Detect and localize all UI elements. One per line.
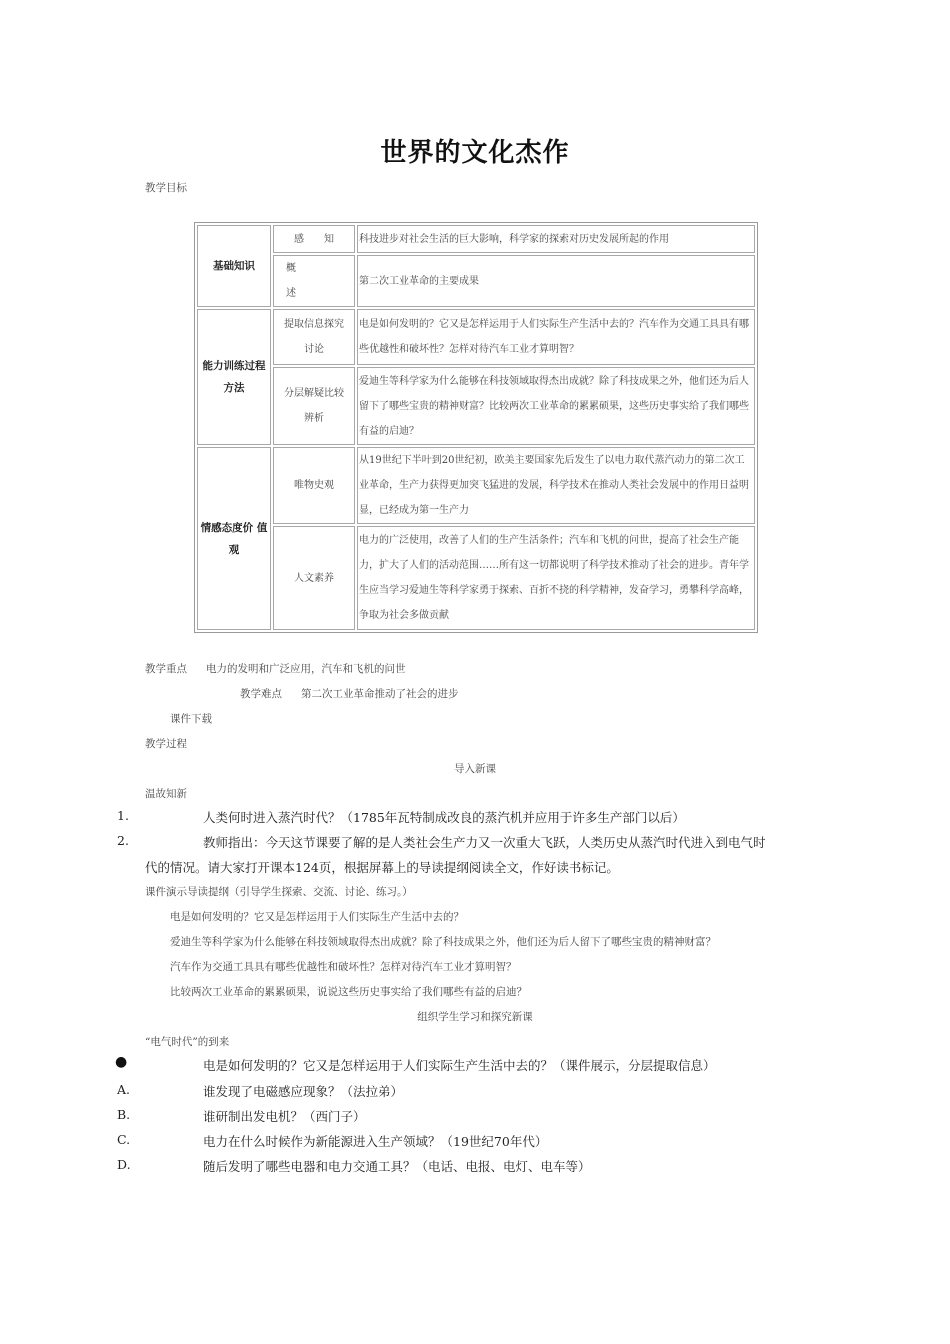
text-overview: 第二次工业革命的主要成果: [357, 255, 755, 307]
difficulty-label: 教学难点: [240, 688, 282, 700]
page-title: 世界的文化杰作: [380, 138, 570, 168]
item-text-1: 人类何时进入蒸汽时代？（1785年瓦特制成改良的蒸汽机并应用于许多生产部门以后）: [203, 810, 685, 825]
organize-label: 组织学生学习和探究新课: [417, 1011, 533, 1023]
item-number-2: 2.: [117, 833, 129, 848]
intro-new-lesson: 导入新课: [454, 763, 496, 775]
sub-humanity: 人文素养: [273, 526, 355, 630]
teaching-goals-label: 教学目标: [145, 182, 187, 194]
key-point: 电力的发明和广泛应用，汽车和飞机的问世: [206, 663, 406, 675]
letter-d-text: 随后发明了哪些电器和电力交通工具？（电话、电报、电灯、电车等）: [203, 1159, 591, 1174]
courseware-download-link[interactable]: 课件下载: [170, 713, 212, 725]
text-perceive: 科技进步对社会生活的巨大影响，科学家的探索对历史发展所起的作用: [357, 225, 755, 253]
letter-c: C.: [117, 1132, 131, 1147]
category-emotion: 情感态度价 值观: [197, 447, 271, 630]
sub-extract-info: 提取信息探究讨论: [273, 309, 355, 365]
letter-c-text: 电力在什么时候作为新能源进入生产领域？（19世纪70年代）: [203, 1134, 548, 1149]
text-layered: 爱迪生等科学家为什么能够在科技领域取得杰出成就？除了科技成果之外，他们还为后人留下了哪些宝贵的精神财富？比较两次工业革命的累累硕果，这些历史事实给了我们哪些有益的启迪？: [357, 367, 755, 445]
sub-overview: 概 述: [273, 255, 355, 307]
bullet-icon: ●: [115, 1054, 128, 1070]
outline-item: 汽车作为交通工具具有哪些优越性和破坏性？怎样对待汽车工业才算明智？: [170, 961, 517, 973]
letter-b-text: 谁研制出发电机？（西门子）: [203, 1109, 366, 1124]
key-point-label: 教学重点: [145, 663, 187, 675]
text-materialism: 从19世纪下半叶到20世纪初，欧美主要国家先后发生了以电力取代蒸汽动力的第二次工业革命，生产力获得更加突飞猛进的发展，科学技术在推动人类社会发展中的作用日益明显，已经成为第一生产力: [357, 447, 755, 524]
letter-a: A.: [117, 1082, 131, 1097]
review-label: 温故知新: [145, 788, 187, 800]
item-text-2: 教师指出：今天这节课要了解的是人类社会生产力又一次重大飞跃，人类历史从蒸汽时代进入到电气时: [203, 835, 766, 850]
item-number-1: 1.: [117, 808, 129, 823]
category-basic-knowledge: 基础知识: [197, 225, 271, 307]
difficulty: 第二次工业革命推动了社会的进步: [301, 688, 459, 700]
bullet-item-text: 电是如何发明的？它又是怎样运用于人们实际生产生活中去的？（课件展示，分层提取信息）: [203, 1058, 716, 1073]
item-text-2-cont: 代的情况。请大家打开课本124页，根据屏幕上的导读提纲阅读全文，作好读书标记。: [145, 860, 619, 875]
sub-perceive: 感 知: [273, 225, 355, 253]
text-humanity: 电力的广泛使用，改善了人们的生产生活条件；汽车和飞机的问世，提高了社会生产能力，扩大了人们的活动范围……所有这一切都说明了科学技术推动了社会的进步。青年学生应当学习爱迪生等科学家勇于探索、百折不挠的科学精神，发奋学习，勇攀科学高峰，争取为社会多做贡献: [357, 526, 755, 630]
teaching-goals-table: [194, 222, 758, 633]
outline-item: 比较两次工业革命的累累硕果，说说这些历史事实给了我们哪些有益的启迪？: [170, 986, 527, 998]
outline-item: 爱迪生等科学家为什么能够在科技领域取得杰出成就？除了科技成果之外，他们还为后人留下了哪些宝贵的精神财富？: [170, 936, 716, 948]
outline-label: 课件演示导读提纲（引导学生探索、交流、讨论、练习。）: [145, 886, 413, 898]
outline-item: 电是如何发明的？它又是怎样运用于人们实际生产生活中去的？: [170, 911, 464, 923]
letter-b: B.: [117, 1107, 131, 1122]
text-extract-info: 电是如何发明的？它又是怎样运用于人们实际生产生活中去的？汽车作为交通工具具有哪些优越性和破坏性？怎样对待汽车工业才算明智？: [357, 309, 755, 365]
sub-layered: 分层解疑比较辨析: [273, 367, 355, 445]
category-ability: 能力训练过程方法: [197, 309, 271, 445]
sub-materialism: 唯物史观: [273, 447, 355, 524]
electric-era-heading: “电气时代”的到来: [145, 1036, 230, 1048]
letter-a-text: 谁发现了电磁感应现象？（法拉弟）: [203, 1084, 404, 1099]
letter-d: D.: [117, 1157, 131, 1172]
process-label: 教学过程: [145, 738, 187, 750]
